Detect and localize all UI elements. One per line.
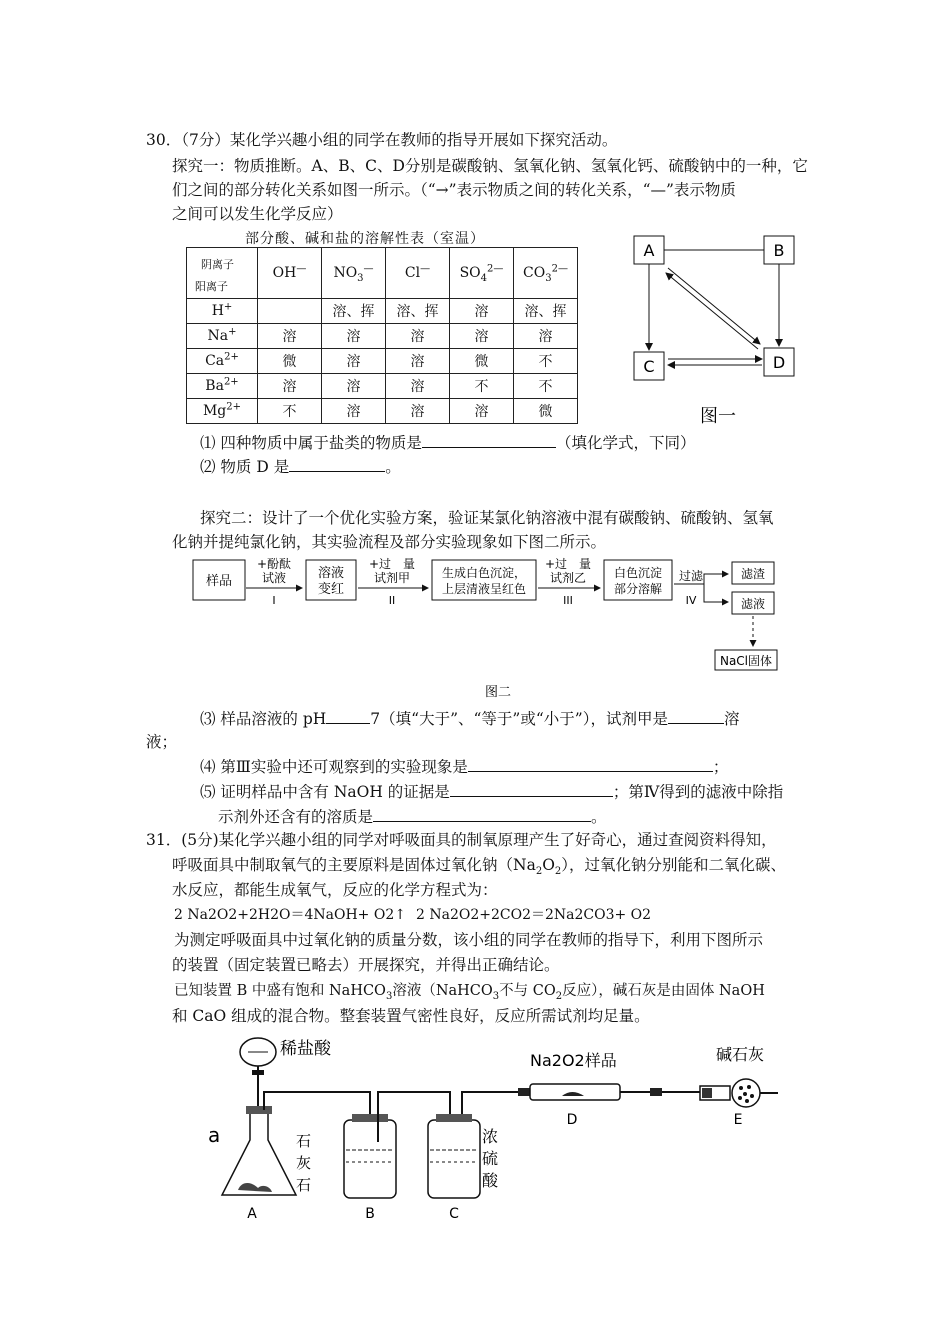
svg-text:过滤: 过滤 — [678, 569, 704, 583]
svg-text:B: B — [365, 1206, 375, 1222]
anion-label: 阴离子 — [201, 258, 234, 271]
bottle-c — [428, 1120, 480, 1198]
svg-text:灰: 灰 — [296, 1154, 312, 1172]
table-row: H+ 溶、挥 溶、挥 溶 溶、挥 — [187, 299, 578, 324]
svg-text:IV: IV — [685, 594, 697, 607]
label-d: D — [772, 353, 786, 372]
cation-label: 阳离子 — [195, 280, 228, 293]
svg-text:II: II — [388, 594, 396, 607]
anion-header: $NO_3^—$ — [322, 248, 386, 299]
svg-text:变红: 变红 — [317, 582, 345, 597]
svg-text:+过 量: +过 量 — [544, 557, 592, 571]
svg-text:生成白色沉淀，: 生成白色沉淀， — [441, 566, 527, 580]
svg-text:NaCl固体: NaCl固体 — [719, 654, 773, 668]
arrow-a-d — [668, 268, 760, 344]
figure-one-caption: 图一 — [700, 406, 736, 427]
table-row: $Mg^{2+}$ 不 溶 溶 溶 微 — [187, 399, 578, 424]
arrow-d-a — [666, 273, 758, 349]
anion-header: Cl— — [386, 248, 450, 299]
label-b: B — [773, 241, 785, 260]
svg-text:部分溶解: 部分溶解 — [613, 582, 663, 596]
svg-text:酸: 酸 — [482, 1171, 499, 1190]
q30-explore1-a: 探究一：物质推断。A、B、C、D分别是碳酸钠、氢氧化钠、氢氧化钙、硫酸钠中的一种，它 — [172, 157, 808, 175]
figure-one — [620, 228, 810, 428]
label-sample: Na2O2样品 — [530, 1051, 617, 1070]
svg-text:试剂甲: 试剂甲 — [373, 571, 411, 585]
anion-header: $SO_4^{2—}$ — [450, 248, 514, 299]
q30-explore2-a: 探究二：设计了一个优化实验方案，验证某氯化钠溶液中混有碳酸钠、硫酸钠、氢氧 — [200, 509, 774, 527]
q30-explore1-b: 们之间的部分转化关系如图一所示。（“→”表示物质之间的转化关系，“—”表示物质 — [172, 181, 736, 199]
label-a: A — [643, 241, 655, 260]
table-row: $Ba^{2+}$ 溶 溶 溶 不 不 — [187, 374, 578, 399]
svg-text:A: A — [247, 1206, 257, 1222]
svg-text:石: 石 — [296, 1132, 312, 1150]
figure-two — [188, 554, 788, 706]
tube-d — [530, 1084, 620, 1100]
q31-equation1: 2 Na2O2+2H2O＝4NaOH+ O2↑ — [174, 907, 406, 923]
q31-line6: 的装置（固定装置已略去）开展探究，并得出正确结论。 — [172, 956, 560, 974]
q31-line7: 已知装置 B 中盛有饱和 NaHCO$_3$溶液（NaHCO$_3$不与 $CO_2$反应），碱石灰是由固体 NaOH — [174, 983, 765, 1002]
svg-text:+过 量: +过 量 — [368, 557, 416, 571]
svg-text:硫: 硫 — [482, 1149, 499, 1168]
table-corner — [187, 248, 258, 299]
anion-header: OH— — [258, 248, 322, 299]
q31-line3: 水反应，都能生成氧气，反应的化学方程式为： — [172, 881, 498, 899]
q31-line2: 呼吸面具中制取氧气的主要原料是固体过氧化钠$(Na_2O_2)$，过氧化钠分别能和二氧化碳、 — [172, 856, 787, 878]
arrow-filtrate — [704, 584, 728, 602]
q30-part5-cont: 示剂外还含有的溶质是 。 — [218, 808, 607, 826]
q31-line5: 为测定呼吸面具中过氧化钠的质量分数，该小组的同学在教师的指导下，利用下图所示 — [174, 931, 764, 949]
q30-part5: ⑸ 证明样品中含有 NaOH 的证据是 ；第Ⅳ得到的滤液中除指 — [200, 783, 784, 801]
table-title: 部分酸、碱和盐的溶解性表（室温） — [245, 231, 485, 247]
q30-part3-cont: 液； — [146, 733, 178, 751]
label-dilute-hcl: 稀盐酸 — [280, 1039, 331, 1059]
svg-text:I: I — [272, 594, 276, 607]
table-row: Na+ 溶 溶 溶 溶 溶 — [187, 324, 578, 349]
svg-text:III: III — [563, 594, 573, 607]
q31-equation2: 2 Na2O2+2CO2＝2Na2CO3+ O2 — [416, 907, 652, 923]
bottle-b — [344, 1120, 396, 1198]
label-soda-lime: 碱石灰 — [716, 1045, 765, 1064]
q31-line8: 和 CaO 组成的混合物。整套装置气密性良好，反应所需试剂均足量。 — [172, 1007, 650, 1025]
svg-text:石: 石 — [296, 1176, 312, 1194]
figure-two-caption: 图二 — [484, 685, 512, 700]
flask-a — [222, 1110, 296, 1195]
svg-text:+酚酞: +酚酞 — [256, 557, 292, 571]
q30-explore2-b: 化钠并提纯氯化钠，其实验流程及部分实验现象如下图二所示。 — [172, 533, 607, 551]
anion-header: $CO_3^{2—}$ — [514, 248, 578, 299]
svg-text:溶液: 溶液 — [317, 566, 345, 581]
q30-part3: ⑶ 样品溶液的 pH 7（填“大于”、“等于”或“小于”），试剂甲是 溶 — [200, 710, 740, 728]
svg-text:浓: 浓 — [482, 1127, 499, 1146]
svg-text:白色沉淀: 白色沉淀 — [613, 566, 663, 580]
svg-text:E: E — [733, 1112, 743, 1128]
table-row: $Ca^{2+}$ 微 溶 溶 微 不 — [187, 349, 578, 374]
label-c: C — [643, 357, 655, 376]
q31-line1: 31．(5分)某化学兴趣小组的同学对呼吸面具的制氧原理产生了好奇心，通过查阅资料得知， — [146, 831, 777, 849]
svg-text:滤液: 滤液 — [740, 597, 766, 611]
svg-text:滤渣: 滤渣 — [740, 567, 766, 581]
tube-c-d — [462, 1092, 518, 1114]
q30-part4: ⑷ 第Ⅲ实验中还可观察到的实验现象是 ； — [200, 758, 729, 776]
q30-line1: 30．（7分）某化学兴趣小组的同学在教师的指导开展如下探究活动。 — [146, 131, 618, 149]
apparatus-diagram — [200, 1030, 820, 1230]
svg-text:样品: 样品 — [205, 574, 233, 589]
svg-text:D: D — [566, 1112, 578, 1128]
q30-part1: ⑴ 四种物质中属于盐类的物质是 （填化学式，下同） — [200, 434, 696, 452]
solubility-table — [186, 247, 578, 424]
svg-text:上层清液呈红色: 上层清液呈红色 — [441, 582, 527, 596]
svg-text:试剂乙: 试剂乙 — [549, 571, 587, 585]
svg-text:C: C — [449, 1206, 459, 1222]
q30-explore1-c: 之间可以发生化学反应） — [172, 205, 343, 223]
label-flask-a: a — [208, 1123, 221, 1147]
q30-part2: ⑵ 物质 D 是 。 — [200, 458, 401, 476]
svg-text:试液: 试液 — [261, 571, 287, 585]
